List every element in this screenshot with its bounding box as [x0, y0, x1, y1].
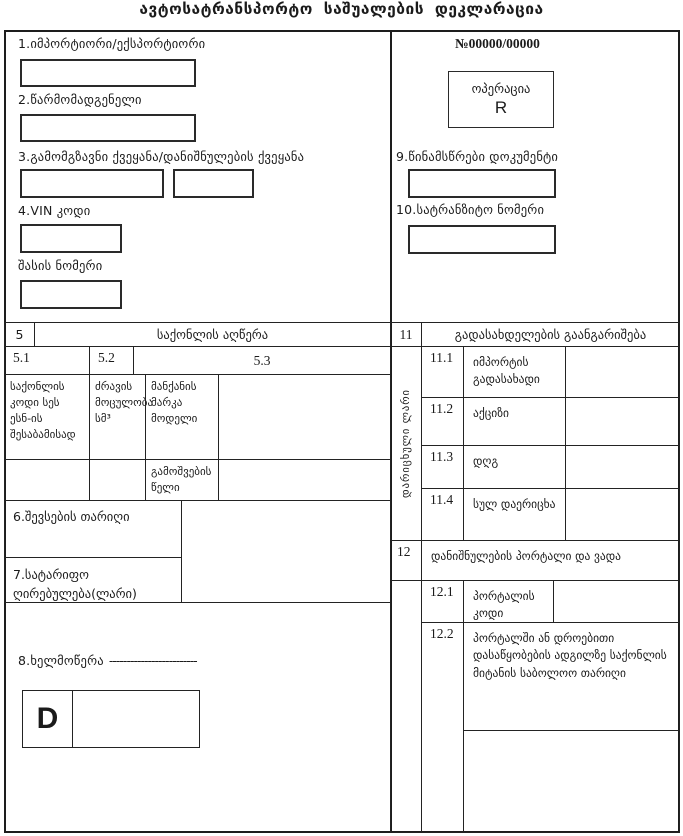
total-accrued-label: სულ დაერიცხა — [463, 488, 566, 541]
row-12-2-number: 12.2 — [421, 622, 464, 833]
d-box-value-cell[interactable] — [72, 690, 200, 748]
dispatch-country-input[interactable] — [20, 169, 164, 198]
preceding-document-label: 9.წინამსწრები დოკუმენტი — [396, 149, 559, 164]
representative-label: 2.წარმომადგენელი — [18, 92, 142, 107]
transit-number-input[interactable] — [408, 225, 556, 254]
year-label: გამოშვების წელი — [145, 459, 219, 501]
col-5-2-number: 5.2 — [89, 346, 134, 375]
excise-value-cell[interactable] — [565, 397, 680, 446]
row-11-1-number: 11.1 — [421, 346, 464, 398]
import-tax-value-cell[interactable] — [565, 346, 680, 398]
section5-title: საქონლის აღწერა — [34, 322, 391, 347]
filling-date-label: 6.შევსების თარიღი — [4, 500, 182, 558]
operation-box — [448, 71, 554, 128]
filling-date-value-cell[interactable] — [181, 500, 391, 603]
chassis-number-input[interactable] — [20, 280, 122, 309]
delivery-deadline-label: პორტალში ან დროებითი დასაწყობების ადგილზე საქონლის მიტანის საბოლოო თარიღი — [463, 622, 680, 731]
section5-number: 5 — [4, 322, 35, 347]
make-model-label: მანქანის მარკა მოდელი — [145, 374, 219, 460]
row-11-3-number: 11.3 — [421, 445, 464, 489]
form-title: ავტოსატრანსპორტო საშუალების დეკლარაცია — [139, 0, 544, 18]
section12-number: 12 — [390, 540, 422, 581]
destination-country-input[interactable] — [173, 169, 254, 198]
vin-code-label: 4.VIN კოდი — [18, 203, 91, 218]
row-12-1-number: 12.1 — [421, 580, 464, 623]
transit-number-label: 10.სატრანზიტო ნომერი — [396, 202, 545, 217]
engine-volume-label: ძრავის მოცულობა სმ³ — [89, 374, 146, 460]
tariff-value-label: 7.სატარიფო ღირებულება(ლარი) — [4, 557, 182, 603]
portal-code-label: პორტალის კოდი — [463, 580, 554, 623]
delivery-deadline-value-cell[interactable] — [463, 730, 680, 833]
declaration-number: №00000/00000 — [455, 36, 540, 51]
engine-volume-value-cell[interactable] — [89, 459, 146, 501]
accrued-gel-side-label: დარიცხული ლარი — [390, 346, 422, 541]
vat-label: დღგ — [463, 445, 566, 489]
d-box-letter: D — [22, 690, 73, 748]
portal-code-value-cell[interactable] — [553, 580, 680, 623]
representative-input[interactable] — [20, 114, 196, 142]
vin-code-input[interactable] — [20, 224, 122, 253]
goods-code-label: საქონლის კოდი სეს ესნ-ის შესაბამისად — [4, 374, 90, 460]
operation-label: ოპერაცია — [471, 81, 531, 96]
section11-number: 11 — [390, 322, 422, 347]
import-tax-label: იმპორტის გადასახადი — [463, 346, 566, 398]
row-11-4-number: 11.4 — [421, 488, 464, 541]
importer-exporter-label: 1.იმპორტიორი/ექსპორტიორი — [18, 36, 206, 51]
col-5-1-number: 5.1 — [4, 346, 90, 375]
goods-code-value-cell[interactable] — [4, 459, 90, 501]
row-11-2-number: 11.2 — [421, 397, 464, 446]
section11-title: გადასახდელების გაანგარიშება — [421, 322, 680, 347]
vat-value-cell[interactable] — [565, 445, 680, 489]
country-label: 3.გამომგზავნი ქვეყანა/დანიშნულების ქვეყანა — [18, 149, 305, 164]
excise-label: აქციზი — [463, 397, 566, 446]
total-accrued-value-cell[interactable] — [565, 488, 680, 541]
make-model-value-cell[interactable] — [218, 374, 391, 460]
col-5-3-number: 5.3 — [133, 346, 391, 375]
importer-exporter-input[interactable] — [20, 59, 196, 87]
signature-dashes: ------------------------- — [108, 653, 197, 668]
section12-side-spacer — [390, 580, 422, 833]
operation-code: R — [494, 98, 508, 117]
preceding-document-input[interactable] — [408, 169, 556, 198]
section12-title: დანიშნულების პორტალი და ვადა — [421, 540, 680, 581]
signature-row — [18, 650, 197, 669]
year-value-cell[interactable] — [218, 459, 391, 501]
chassis-number-label: შასის ნომერი — [18, 258, 103, 273]
signature-label: 8.ხელმოწერა — [18, 653, 104, 668]
